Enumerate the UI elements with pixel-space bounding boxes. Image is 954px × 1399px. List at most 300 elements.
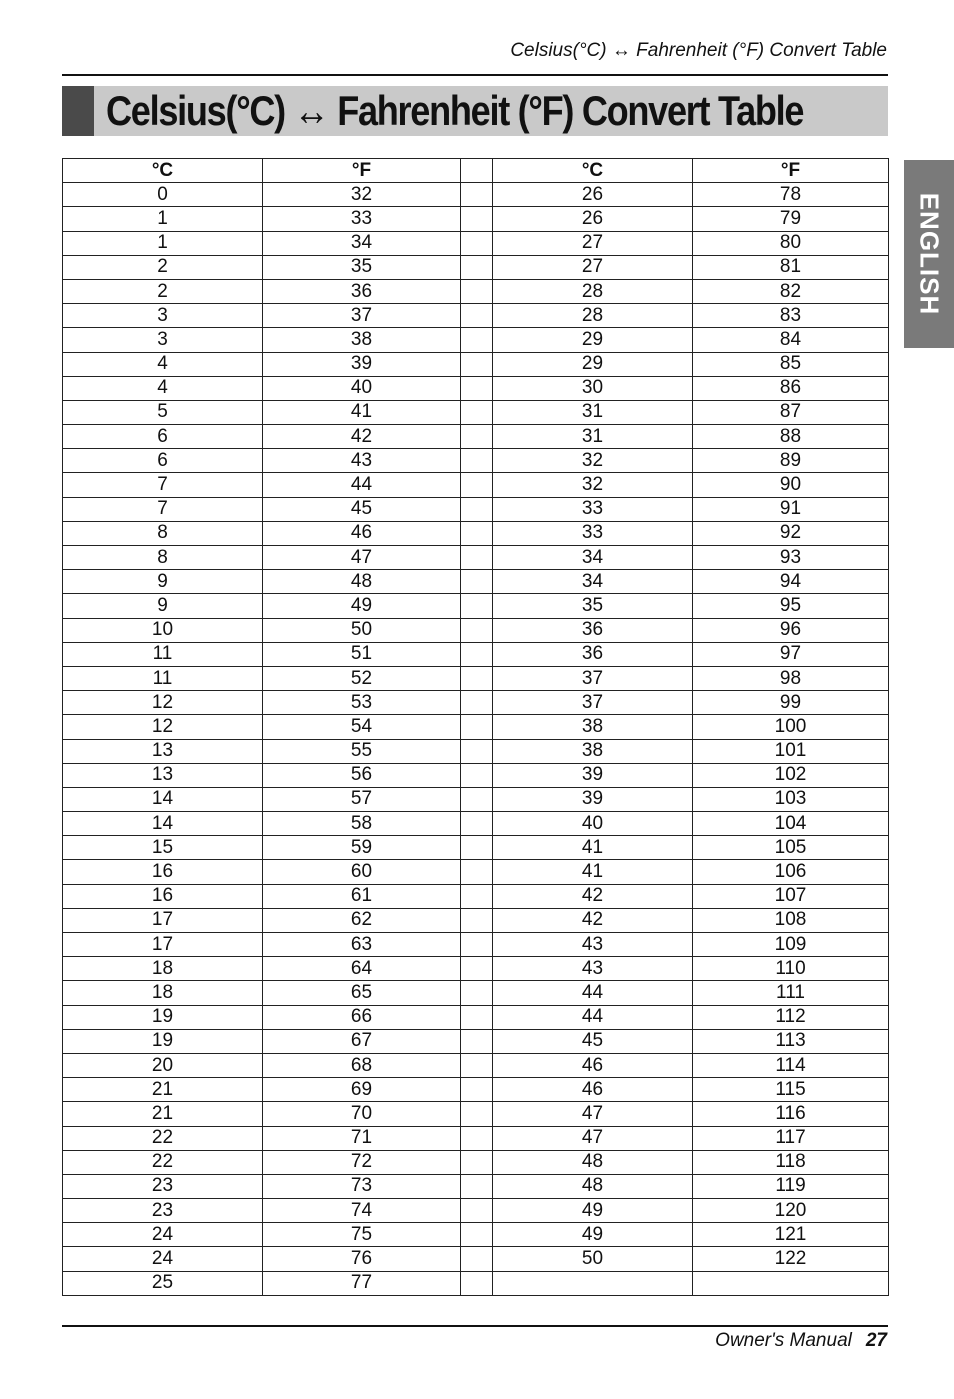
table-row — [63, 546, 493, 570]
table-row — [63, 836, 493, 860]
gap-column — [461, 376, 493, 400]
fahrenheit-cell: 69 — [263, 1078, 461, 1102]
gap-column — [461, 497, 493, 521]
table-row — [493, 594, 889, 618]
table-row — [63, 1271, 493, 1295]
fahrenheit-cell: 33 — [263, 207, 461, 231]
table-row — [63, 908, 493, 932]
fahrenheit-cell: 64 — [263, 957, 461, 981]
table-header-row — [493, 159, 889, 183]
fahrenheit-cell: 35 — [263, 255, 461, 279]
gap-column — [461, 183, 493, 207]
top-rule — [62, 74, 888, 76]
celsius-cell: 10 — [63, 618, 263, 642]
fahrenheit-cell: 108 — [693, 908, 889, 932]
fahrenheit-cell: 72 — [263, 1150, 461, 1174]
table-row — [63, 860, 493, 884]
table-row — [493, 715, 889, 739]
title-accent-block — [62, 86, 94, 136]
table-row — [493, 908, 889, 932]
gap-column — [461, 1126, 493, 1150]
fahrenheit-cell: 83 — [693, 304, 889, 328]
fahrenheit-cell: 60 — [263, 860, 461, 884]
table-row — [493, 691, 889, 715]
celsius-cell: 34 — [493, 546, 693, 570]
celsius-cell: 9 — [63, 594, 263, 618]
celsius-cell: 32 — [493, 473, 693, 497]
gap-column — [461, 400, 493, 424]
table-row — [63, 473, 493, 497]
gap-column — [461, 763, 493, 787]
table-row — [493, 1174, 889, 1198]
celsius-cell: 25 — [63, 1271, 263, 1295]
celsius-cell: 44 — [493, 1005, 693, 1029]
table-row — [493, 618, 889, 642]
celsius-cell: 20 — [63, 1053, 263, 1077]
fahrenheit-cell: 79 — [693, 207, 889, 231]
fahrenheit-header: °F — [263, 159, 461, 183]
table-row — [493, 352, 889, 376]
table-row — [493, 400, 889, 424]
celsius-cell: 46 — [493, 1078, 693, 1102]
table-row — [493, 884, 889, 908]
gap-column — [461, 207, 493, 231]
celsius-cell: 14 — [63, 812, 263, 836]
celsius-cell: 39 — [493, 763, 693, 787]
table-row — [63, 497, 493, 521]
fahrenheit-cell: 105 — [693, 836, 889, 860]
celsius-cell: 37 — [493, 691, 693, 715]
celsius-cell: 6 — [63, 425, 263, 449]
fahrenheit-cell: 49 — [263, 594, 461, 618]
gap-column — [461, 1223, 493, 1247]
fahrenheit-cell: 91 — [693, 497, 889, 521]
fahrenheit-cell: 112 — [693, 1005, 889, 1029]
table-row — [63, 1150, 493, 1174]
table-row — [493, 328, 889, 352]
table-row — [63, 183, 493, 207]
gap-column — [461, 304, 493, 328]
celsius-cell: 2 — [63, 255, 263, 279]
celsius-cell: 49 — [493, 1199, 693, 1223]
celsius-cell: 43 — [493, 933, 693, 957]
gap-column — [461, 1029, 493, 1053]
fahrenheit-cell: 75 — [263, 1223, 461, 1247]
celsius-cell: 27 — [493, 231, 693, 255]
celsius-cell: 22 — [63, 1150, 263, 1174]
celsius-cell: 44 — [493, 981, 693, 1005]
table-row — [493, 812, 889, 836]
footer-label: Owner's Manual — [715, 1330, 852, 1351]
celsius-cell: 42 — [493, 884, 693, 908]
gap-column — [461, 255, 493, 279]
table-row — [63, 304, 493, 328]
table-row — [63, 1005, 493, 1029]
fahrenheit-cell: 73 — [263, 1174, 461, 1198]
fahrenheit-cell: 120 — [693, 1199, 889, 1223]
celsius-cell: 16 — [63, 884, 263, 908]
table-row — [493, 739, 889, 763]
celsius-cell: 13 — [63, 763, 263, 787]
table-row — [493, 1126, 889, 1150]
gap-column — [461, 1199, 493, 1223]
gap-column — [461, 933, 493, 957]
gap-column — [461, 328, 493, 352]
fahrenheit-cell: 50 — [263, 618, 461, 642]
gap-column — [461, 1053, 493, 1077]
celsius-cell: 50 — [493, 1247, 693, 1271]
fahrenheit-cell: 62 — [263, 908, 461, 932]
celsius-cell: 12 — [63, 691, 263, 715]
page-number: 27 — [865, 1330, 887, 1351]
table-row — [493, 207, 889, 231]
page-title: Celsius(°C) ↔ Fahrenheit (°F) Convert Table — [106, 87, 804, 134]
celsius-cell: 11 — [63, 666, 263, 690]
celsius-cell: 26 — [493, 207, 693, 231]
fahrenheit-cell: 55 — [263, 739, 461, 763]
language-tab — [904, 160, 954, 348]
gap-column — [461, 666, 493, 690]
celsius-cell: 37 — [493, 666, 693, 690]
table-row — [493, 642, 889, 666]
fahrenheit-cell: 46 — [263, 521, 461, 545]
celsius-cell: 32 — [493, 449, 693, 473]
celsius-cell: 7 — [63, 473, 263, 497]
table-row — [493, 1271, 889, 1295]
celsius-cell: 2 — [63, 279, 263, 303]
fahrenheit-cell: 87 — [693, 400, 889, 424]
table-row — [63, 1053, 493, 1077]
fahrenheit-cell: 97 — [693, 642, 889, 666]
gap-column — [461, 1150, 493, 1174]
fahrenheit-cell: 56 — [263, 763, 461, 787]
fahrenheit-cell: 98 — [693, 666, 889, 690]
gap-column — [461, 836, 493, 860]
table-row — [493, 787, 889, 811]
table-row — [493, 957, 889, 981]
table-row — [493, 763, 889, 787]
gap-column — [461, 352, 493, 376]
table-row — [63, 279, 493, 303]
table-row — [63, 715, 493, 739]
fahrenheit-cell: 67 — [263, 1029, 461, 1053]
table-row — [63, 812, 493, 836]
table-row — [63, 376, 493, 400]
language-tab-label: ENGLISH — [914, 192, 945, 316]
table-row — [63, 231, 493, 255]
celsius-cell: 1 — [63, 231, 263, 255]
fahrenheit-cell: 101 — [693, 739, 889, 763]
table-row — [493, 1029, 889, 1053]
fahrenheit-cell: 106 — [693, 860, 889, 884]
fahrenheit-cell: 102 — [693, 763, 889, 787]
table-row — [63, 763, 493, 787]
fahrenheit-cell: 78 — [693, 183, 889, 207]
gap-column — [461, 691, 493, 715]
fahrenheit-cell: 80 — [693, 231, 889, 255]
celsius-cell: 8 — [63, 521, 263, 545]
table-row — [493, 1053, 889, 1077]
celsius-cell: 9 — [63, 570, 263, 594]
celsius-cell: 26 — [493, 183, 693, 207]
table-row — [493, 449, 889, 473]
celsius-cell: 7 — [63, 497, 263, 521]
celsius-cell: 40 — [493, 812, 693, 836]
fahrenheit-cell: 74 — [263, 1199, 461, 1223]
celsius-header: °C — [63, 159, 263, 183]
gap-column — [461, 860, 493, 884]
conversion-table-right — [492, 158, 889, 1296]
table-row — [63, 739, 493, 763]
fahrenheit-cell: 52 — [263, 666, 461, 690]
table-row — [63, 618, 493, 642]
fahrenheit-cell: 113 — [693, 1029, 889, 1053]
celsius-cell: 48 — [493, 1150, 693, 1174]
gap-column — [461, 231, 493, 255]
gap-column — [461, 715, 493, 739]
fahrenheit-cell: 121 — [693, 1223, 889, 1247]
fahrenheit-cell: 110 — [693, 957, 889, 981]
table-row — [493, 546, 889, 570]
gap-column — [461, 787, 493, 811]
fahrenheit-cell: 122 — [693, 1247, 889, 1271]
celsius-cell: 13 — [63, 739, 263, 763]
celsius-cell: 31 — [493, 425, 693, 449]
celsius-cell: 47 — [493, 1102, 693, 1126]
fahrenheit-cell: 85 — [693, 352, 889, 376]
table-row — [63, 352, 493, 376]
fahrenheit-cell: 77 — [263, 1271, 461, 1295]
table-row — [493, 231, 889, 255]
celsius-cell: 29 — [493, 352, 693, 376]
fahrenheit-cell: 47 — [263, 546, 461, 570]
fahrenheit-cell: 57 — [263, 787, 461, 811]
table-row — [493, 1005, 889, 1029]
table-row — [493, 497, 889, 521]
table-row — [493, 1247, 889, 1271]
gap-column — [461, 159, 493, 183]
celsius-cell: 23 — [63, 1174, 263, 1198]
fahrenheit-cell: 65 — [263, 981, 461, 1005]
fahrenheit-cell: 99 — [693, 691, 889, 715]
fahrenheit-cell: 61 — [263, 884, 461, 908]
celsius-cell: 12 — [63, 715, 263, 739]
celsius-cell: 28 — [493, 304, 693, 328]
celsius-cell: 18 — [63, 981, 263, 1005]
fahrenheit-cell: 86 — [693, 376, 889, 400]
gap-column — [461, 1102, 493, 1126]
fahrenheit-cell: 92 — [693, 521, 889, 545]
table-row — [63, 1029, 493, 1053]
fahrenheit-cell: 54 — [263, 715, 461, 739]
table-row — [493, 473, 889, 497]
fahrenheit-cell: 114 — [693, 1053, 889, 1077]
fahrenheit-header: °F — [693, 159, 889, 183]
fahrenheit-cell: 100 — [693, 715, 889, 739]
gap-column — [461, 1005, 493, 1029]
table-row — [493, 521, 889, 545]
celsius-cell: 31 — [493, 400, 693, 424]
footer — [715, 1330, 887, 1352]
fahrenheit-cell: 89 — [693, 449, 889, 473]
fahrenheit-cell: 34 — [263, 231, 461, 255]
celsius-cell: 19 — [63, 1005, 263, 1029]
celsius-cell: 22 — [63, 1126, 263, 1150]
gap-column — [461, 908, 493, 932]
fahrenheit-cell: 63 — [263, 933, 461, 957]
fahrenheit-cell: 95 — [693, 594, 889, 618]
fahrenheit-cell: 107 — [693, 884, 889, 908]
celsius-cell: 17 — [63, 908, 263, 932]
table-row — [493, 1150, 889, 1174]
table-row — [63, 449, 493, 473]
celsius-cell: 46 — [493, 1053, 693, 1077]
conversion-table-left — [62, 158, 493, 1296]
fahrenheit-cell: 41 — [263, 400, 461, 424]
celsius-cell: 38 — [493, 715, 693, 739]
table-row — [493, 1199, 889, 1223]
fahrenheit-cell: 71 — [263, 1126, 461, 1150]
gap-column — [461, 884, 493, 908]
fahrenheit-cell: 44 — [263, 473, 461, 497]
gap-column — [461, 957, 493, 981]
fahrenheit-cell: 88 — [693, 425, 889, 449]
fahrenheit-cell: 81 — [693, 255, 889, 279]
fahrenheit-cell: 58 — [263, 812, 461, 836]
celsius-cell: 38 — [493, 739, 693, 763]
table-row — [493, 1223, 889, 1247]
celsius-cell: 5 — [63, 400, 263, 424]
celsius-cell: 8 — [63, 546, 263, 570]
fahrenheit-cell: 37 — [263, 304, 461, 328]
fahrenheit-cell: 116 — [693, 1102, 889, 1126]
gap-column — [461, 642, 493, 666]
gap-column — [461, 449, 493, 473]
celsius-cell: 4 — [63, 352, 263, 376]
table-row — [63, 1174, 493, 1198]
fahrenheit-cell: 96 — [693, 618, 889, 642]
gap-column — [461, 1247, 493, 1271]
table-row — [63, 570, 493, 594]
fahrenheit-cell: 94 — [693, 570, 889, 594]
celsius-cell: 21 — [63, 1078, 263, 1102]
table-row — [493, 570, 889, 594]
fahrenheit-cell: 118 — [693, 1150, 889, 1174]
fahrenheit-cell: 40 — [263, 376, 461, 400]
celsius-cell: 36 — [493, 618, 693, 642]
celsius-cell: 27 — [493, 255, 693, 279]
celsius-cell: 23 — [63, 1199, 263, 1223]
gap-column — [461, 594, 493, 618]
table-row — [493, 425, 889, 449]
celsius-cell: 3 — [63, 304, 263, 328]
table-row — [63, 400, 493, 424]
fahrenheit-cell: 84 — [693, 328, 889, 352]
fahrenheit-cell: 117 — [693, 1126, 889, 1150]
celsius-cell: 43 — [493, 957, 693, 981]
fahrenheit-cell: 111 — [693, 981, 889, 1005]
title-band — [62, 86, 888, 136]
fahrenheit-cell: 115 — [693, 1078, 889, 1102]
celsius-cell: 6 — [63, 449, 263, 473]
gap-column — [461, 279, 493, 303]
gap-column — [461, 981, 493, 1005]
celsius-cell: 29 — [493, 328, 693, 352]
celsius-cell: 42 — [493, 908, 693, 932]
fahrenheit-cell: 36 — [263, 279, 461, 303]
table-row — [63, 1126, 493, 1150]
fahrenheit-cell: 76 — [263, 1247, 461, 1271]
gap-column — [461, 570, 493, 594]
table-row — [63, 884, 493, 908]
celsius-cell: 18 — [63, 957, 263, 981]
table-row — [63, 933, 493, 957]
gap-column — [461, 812, 493, 836]
celsius-cell: 21 — [63, 1102, 263, 1126]
celsius-cell — [493, 1271, 693, 1295]
fahrenheit-cell: 109 — [693, 933, 889, 957]
gap-column — [461, 473, 493, 497]
table-row — [493, 1078, 889, 1102]
table-row — [493, 255, 889, 279]
fahrenheit-cell: 48 — [263, 570, 461, 594]
fahrenheit-cell: 93 — [693, 546, 889, 570]
table-row — [493, 183, 889, 207]
celsius-cell: 45 — [493, 1029, 693, 1053]
celsius-cell: 34 — [493, 570, 693, 594]
table-row — [493, 1102, 889, 1126]
celsius-cell: 15 — [63, 836, 263, 860]
celsius-cell: 48 — [493, 1174, 693, 1198]
celsius-cell: 24 — [63, 1247, 263, 1271]
celsius-cell: 24 — [63, 1223, 263, 1247]
gap-column — [461, 1174, 493, 1198]
fahrenheit-cell: 70 — [263, 1102, 461, 1126]
celsius-cell: 30 — [493, 376, 693, 400]
table-row — [493, 304, 889, 328]
gap-column — [461, 739, 493, 763]
celsius-cell: 19 — [63, 1029, 263, 1053]
fahrenheit-cell: 59 — [263, 836, 461, 860]
table-row — [63, 957, 493, 981]
table-row — [63, 691, 493, 715]
fahrenheit-cell: 68 — [263, 1053, 461, 1077]
gap-column — [461, 618, 493, 642]
table-row — [63, 207, 493, 231]
table-row — [493, 860, 889, 884]
table-row — [63, 1223, 493, 1247]
gap-column — [461, 546, 493, 570]
celsius-cell: 35 — [493, 594, 693, 618]
celsius-cell: 0 — [63, 183, 263, 207]
fahrenheit-cell: 66 — [263, 1005, 461, 1029]
celsius-cell: 39 — [493, 787, 693, 811]
fahrenheit-cell — [693, 1271, 889, 1295]
celsius-cell: 3 — [63, 328, 263, 352]
table-row — [63, 1102, 493, 1126]
celsius-cell: 28 — [493, 279, 693, 303]
table-row — [63, 255, 493, 279]
fahrenheit-cell: 103 — [693, 787, 889, 811]
table-row — [63, 1078, 493, 1102]
fahrenheit-cell: 51 — [263, 642, 461, 666]
gap-column — [461, 425, 493, 449]
fahrenheit-cell: 53 — [263, 691, 461, 715]
table-row — [493, 836, 889, 860]
gap-column — [461, 1271, 493, 1295]
table-row — [63, 594, 493, 618]
table-row — [493, 666, 889, 690]
